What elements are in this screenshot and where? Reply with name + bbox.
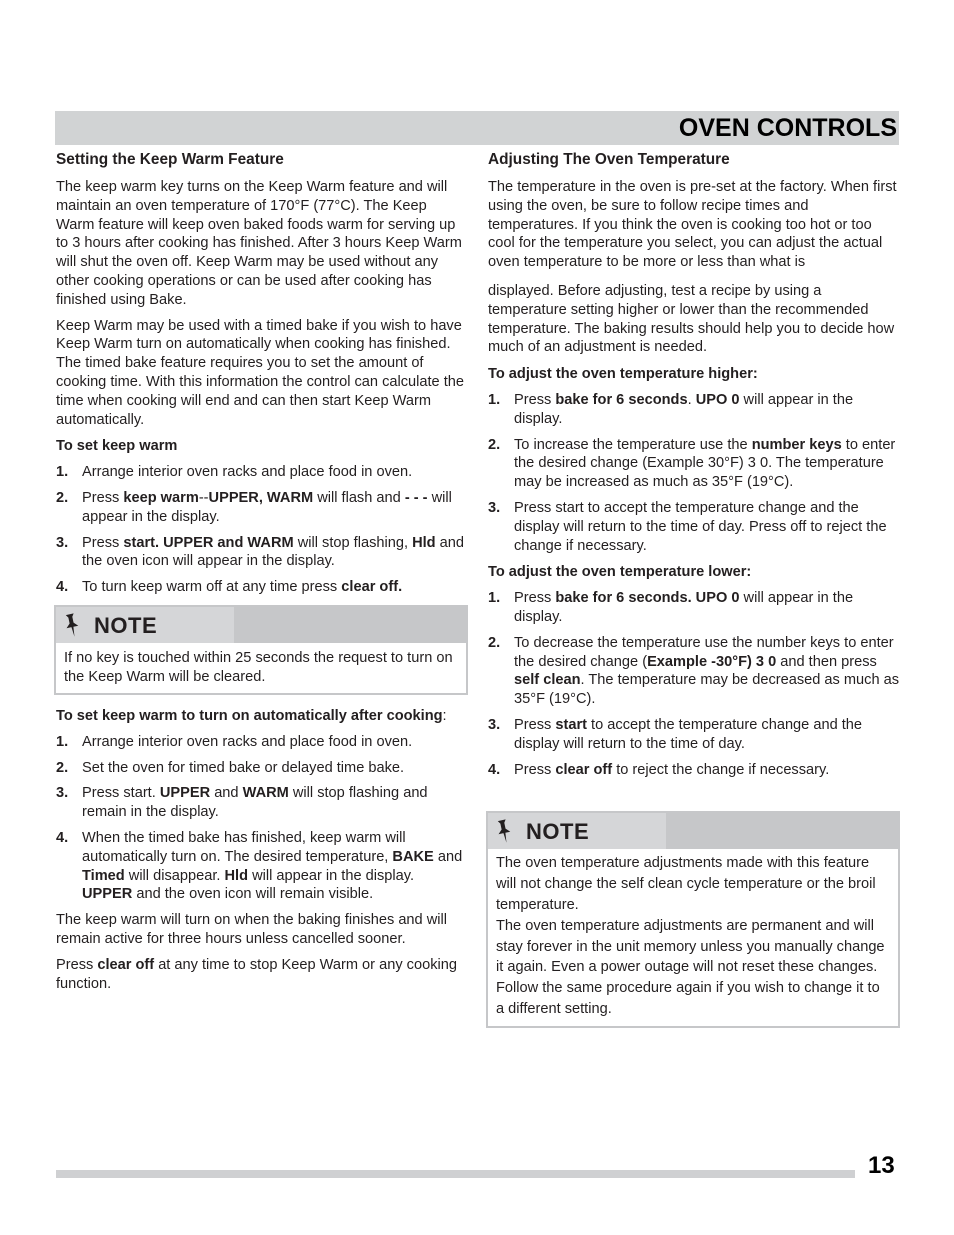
step-text: . [687,391,696,408]
note-header [56,607,466,643]
step-text: Press [82,489,124,506]
list-item [488,761,900,780]
set-keep-warm-subheading: To set keep warm [56,438,178,455]
step-number: 3. [56,534,69,551]
auto-keep-warm-steps [56,733,468,904]
list-item [56,784,468,822]
page-number: 13 [868,1152,895,1179]
step-text: and [210,785,243,802]
note-label: NOTE [526,819,590,845]
note-box [486,811,900,1027]
list-item [56,489,468,527]
step-key: Hld [412,534,436,551]
list-item [56,578,468,597]
list-item [56,759,468,778]
step-key: Example -30°F) 3 0 [647,653,777,670]
step-text: will appear in the display. [82,489,452,525]
pushpin-icon [494,818,514,844]
list-item [56,733,468,752]
list-item [56,463,468,482]
step-text: Press [82,534,124,551]
step-number: 4. [56,829,69,846]
list-item [488,499,900,555]
step-text: will disappear. [124,867,225,884]
step-number: 2. [488,436,501,453]
step-key: UPPER [82,886,133,903]
step-text: and [433,848,463,865]
list-item [488,436,900,492]
set-keep-warm-steps [56,463,468,597]
step-key: UPPER [159,785,211,802]
step-text: To turn keep warm off at any time press [82,579,342,596]
step-text: Press [514,716,556,733]
list-item [488,391,900,429]
step-text: will appear in the display. [514,391,854,427]
step-key: Hld [224,867,249,884]
left-column [56,150,468,1000]
note-paragraph: The oven temperature adjustments are permanent and will stay forever in the unit memory unless you manually change it again. Even a power outage will not reset these changes. Follow the same procedure again if you wish to change it to a different setting. [496,917,885,1017]
step-key: clear off [555,761,613,778]
adjust-temp-intro: The temperature in the oven is pre-set at the factory. When first using the oven, be sure to follow recipe times and temperatures. If you think the oven is cooking too hot or too cool for the temperature you select, you can adjust the actual oven temperature to be more or less than what is [488,179,897,271]
step-number: 2. [56,489,69,506]
para-key: clear off [97,956,155,973]
section-header-bar [55,111,899,145]
step-number: 3. [488,499,501,516]
step-text: Press [514,391,556,408]
step-text: -- [198,489,209,506]
step-text: Arrange interior oven racks and place food in oven. [82,464,413,481]
note-label: NOTE [94,612,158,638]
step-number: 1. [56,733,69,750]
step-key: UPO 0 [695,391,740,408]
step-text: Press [514,761,556,778]
clear-off-text [56,956,468,994]
step-key: self clean [514,672,581,689]
step-number: 4. [56,579,69,596]
step-key: Timed [82,867,125,884]
adjust-lower-subheading: To adjust the oven temperature lower: [488,564,752,581]
keep-warm-heading: Setting the Keep Warm Feature [56,151,284,168]
step-number: 3. [488,716,501,733]
note-text [488,849,898,1025]
step-number: 3. [56,785,69,802]
step-text: Arrange interior oven racks and place food in oven. [82,733,413,750]
step-text: will appear in the display. [248,867,415,884]
step-number: 2. [488,634,501,651]
step-number: 1. [56,464,69,481]
step-text: to accept the temperature change and the display will return to the time of day. [514,716,863,752]
step-number: 4. [488,761,501,778]
step-key: UPPER, WARM [208,489,314,506]
list-item [56,829,468,904]
step-key: BAKE [392,848,434,865]
step-number: 1. [488,391,501,408]
step-key: - - - [404,489,428,506]
step-text: will appear in the display. [514,590,854,625]
step-text: Set the oven for timed bake or delayed time bake. [82,759,405,776]
adjust-higher-subheading: To adjust the oven temperature higher: [488,366,758,383]
step-text: and then press [776,653,877,670]
section-title: OVEN CONTROLS [678,114,897,142]
step-key: number keys [751,436,842,453]
keep-warm-timed-bake-info: Keep Warm may be used with a timed bake if you wish to have Keep Warm turn on automatically when cooking has finished. The timed bake feature requires you to set the amount of cooking time. With this information the control can calculate the time when cooking will end and can then start Keep Warm automatically. [56,317,465,428]
step-key: clear off. [341,579,403,596]
footer-bar [56,1170,855,1178]
adjust-higher-steps [488,391,900,555]
keep-warm-intro: The keep warm key turns on the Keep Warm feature and will maintain an oven temperature of 170°F (77°C). The Keep Warm feature will keep oven baked foods warm for serving up to 3 hours after cooking has finished. After 3 hours Keep Warm will shut the oven off. Keep Warm may be used without any other cooking operations or can be used after cooking has finished using Bake. [56,179,462,308]
step-text: will stop flashing, [293,534,413,551]
step-key: start. UPPER and WARM [123,534,294,551]
step-number: 2. [56,759,69,776]
step-key: keep warm [123,489,199,506]
step-key: bake for 6 seconds. UPO 0 [555,590,740,607]
step-text: and the oven icon will appear in the display. [82,534,464,570]
note-header [488,813,898,849]
note-box [54,605,468,695]
step-text: to enter the desired change (Example 30°F) 3 0. The temperature may be increased as much as 35°F (19°C). [514,436,896,491]
step-text: to reject the change if necessary. [612,761,830,778]
step-text: Press start. [82,785,160,802]
step-text: To decrease the temperature use the number keys to enter the desired change ( [514,634,894,670]
step-text: To increase the temperature use the [514,436,752,453]
step-text: Press start to accept the temperature change and the display will return to the time of day. Press off to reject the change if necessary. [514,499,887,554]
keep-warm-duration-text: The keep warm will turn on when the baking finishes and will remain active for three hours unless cancelled sooner. [56,912,447,947]
para-text: Press [56,956,98,973]
note-paragraph: The oven temperature adjustments made with this feature will not change the self clean cycle temperature or the broil temperature. [496,855,876,913]
step-key: start [555,716,587,733]
step-text: will stop flashing and remain in the display. [82,785,428,821]
step-text: When the timed bake has finished, keep warm will automatically turn on. The desired temperature, [82,829,406,865]
list-item [488,589,900,627]
step-text: will flash and [313,489,405,506]
subheading-text: To set keep warm to turn on automatically after cooking [56,707,443,724]
adjust-lower-steps [488,589,900,779]
step-key: WARM [242,785,289,802]
list-item [488,716,900,754]
subheading-colon: : [442,707,447,724]
auto-keep-warm-subheading [56,707,468,726]
adjust-temp-heading: Adjusting The Oven Temperature [488,151,730,168]
adjust-temp-testing: displayed. Before adjusting, test a recipe by using a temperature setting higher or lower than the recommended temperature. The baking results should help you to decide how much of an adjustment is needed. [488,282,895,356]
step-key: bake for 6 seconds [555,391,688,408]
right-column [488,150,900,1040]
step-text: and the oven icon will remain visible. [132,886,374,903]
step-number: 1. [488,590,501,607]
step-text: Press [514,590,556,607]
note-text: If no key is touched within 25 seconds the request to turn on the Keep Warm will be cleared. [64,649,453,685]
step-text: . The temperature may be decreased as much as 35°F (19°C). [514,672,900,708]
list-item [56,534,468,572]
list-item [488,634,900,709]
pushpin-icon [62,612,82,638]
para-text: at any time to stop Keep Warm or any cooking function. [56,956,457,992]
